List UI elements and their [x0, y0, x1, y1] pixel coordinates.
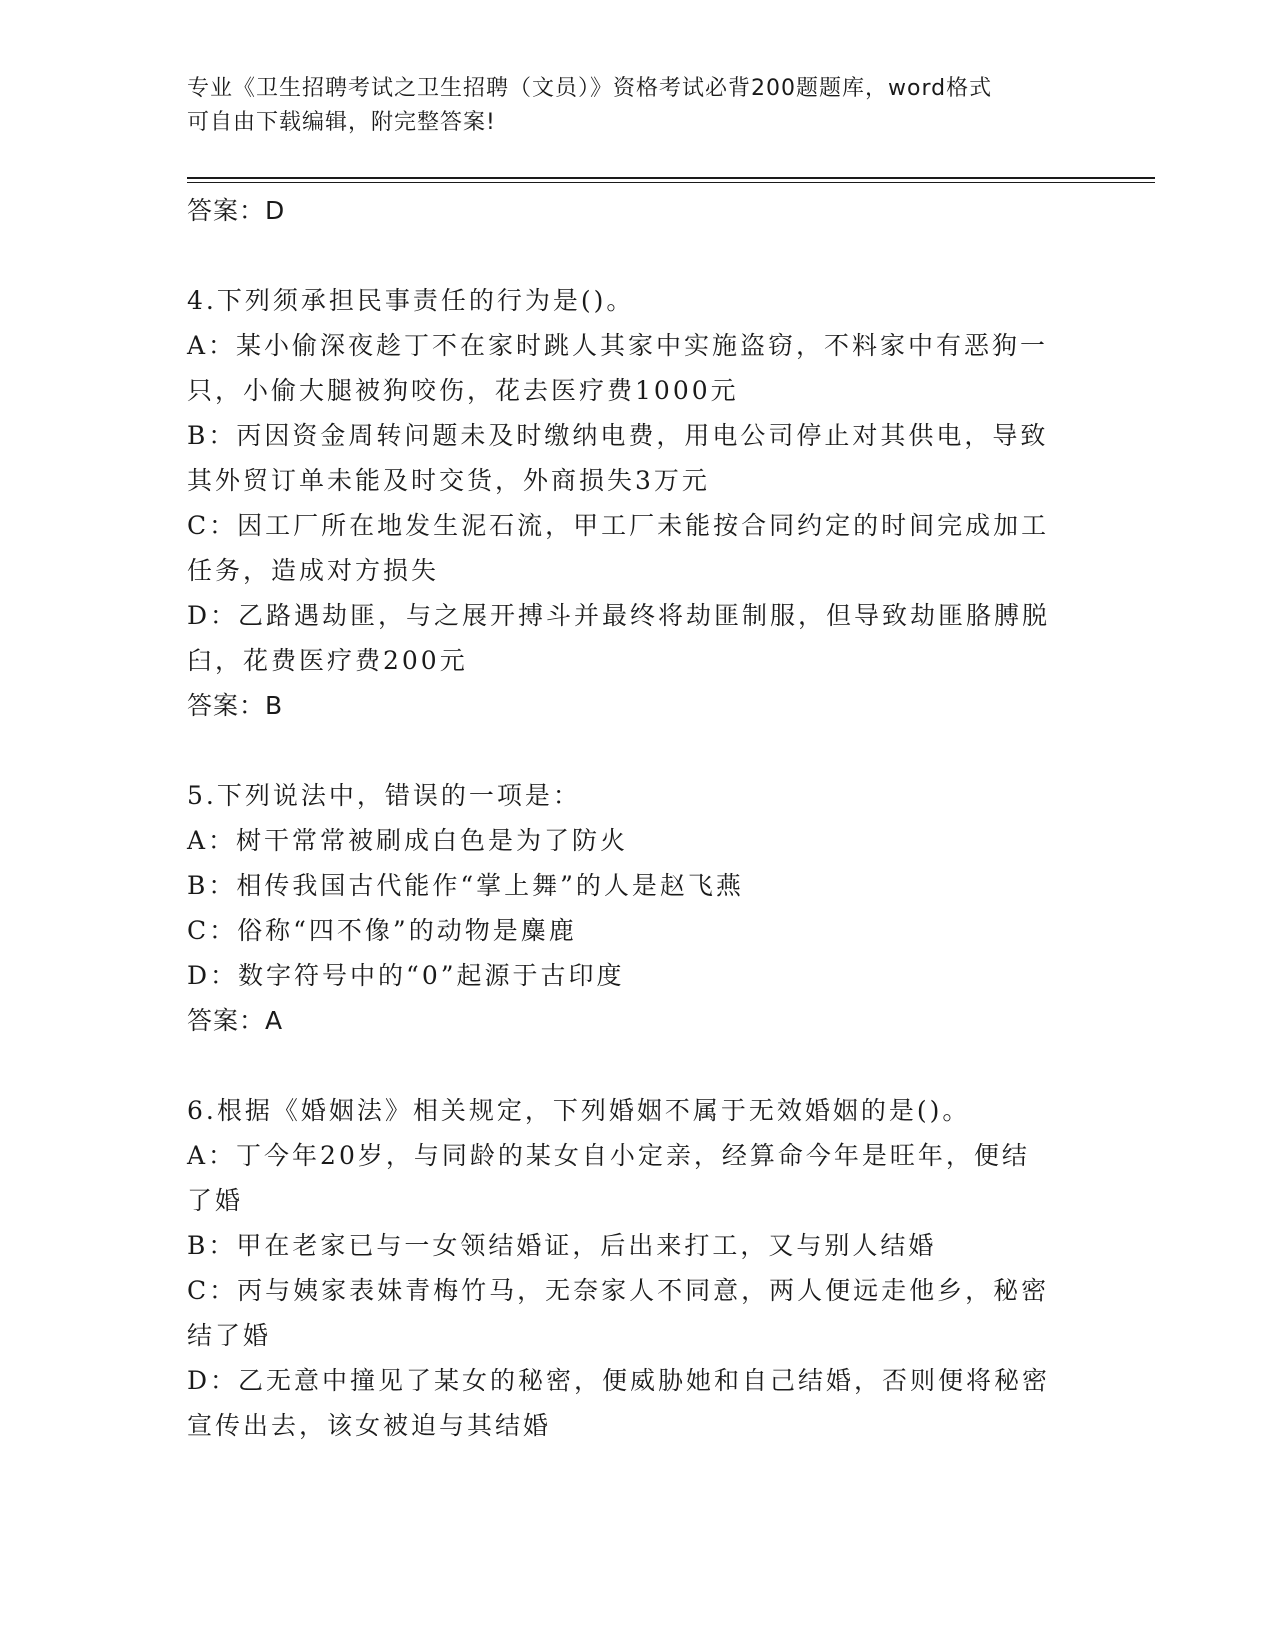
header-rule-thick	[187, 177, 1155, 179]
option-line: A：树干常常被刷成白色是为了防火	[187, 826, 629, 855]
option-line: 其外贸订单未能及时交货，外商损失3万元	[187, 466, 710, 495]
option-line: 只，小偷大腿被狗咬伤，花去医疗费1000元	[187, 376, 739, 405]
question-block-5	[187, 773, 1087, 1043]
option-line: 结了婚	[187, 1321, 272, 1350]
option-line: B：甲在老家已与一女领结婚证，后出来打工，又与别人结婚	[187, 1231, 937, 1260]
question-answer: 答案：B	[187, 691, 284, 720]
option-line: 宣传出去，该女被迫与其结婚	[187, 1411, 552, 1440]
option-line: D：数字符号中的“0”起源于古印度	[187, 961, 625, 990]
option-line: D：乙无意中撞见了某女的秘密，便威胁她和自己结婚，否则便将秘密	[187, 1366, 1051, 1395]
question-block-6	[187, 1088, 1087, 1448]
header-title-line-2: 可自由下载编辑，附完整答案!	[187, 110, 496, 135]
option-line: A：某小偷深夜趁丁不在家时跳人其家中实施盗窃，不料家中有恶狗一	[187, 331, 1049, 360]
question-block-4	[187, 278, 1087, 728]
spacer	[187, 233, 1087, 278]
question-stem: 6.根据《婚姻法》相关规定，下列婚姻不属于无效婚姻的是()。	[187, 1096, 971, 1125]
page-header	[187, 72, 1067, 140]
question-answer: 答案：A	[187, 1006, 284, 1035]
option-line: 任务，造成对方损失	[187, 556, 440, 585]
spacer	[187, 1043, 1087, 1088]
option-line: C：丙与姨家表妹青梅竹马，无奈家人不同意，两人便远走他乡，秘密	[187, 1276, 1050, 1305]
option-line: A：丁今年20岁，与同龄的某女自小定亲，经算命今年是旺年，便结	[187, 1141, 1030, 1170]
option-line: C：因工厂所在地发生泥石流，甲工厂未能按合同约定的时间完成加工	[187, 511, 1050, 540]
option-line: D：乙路遇劫匪，与之展开搏斗并最终将劫匪制服，但导致劫匪胳膊脱	[187, 601, 1051, 630]
option-line: B：丙因资金周转问题未及时缴纳电费，用电公司停止对其供电，导致	[187, 421, 1049, 450]
spacer	[187, 728, 1087, 773]
option-line: C：俗称“四不像”的动物是麋鹿	[187, 916, 577, 945]
question-list	[187, 188, 1087, 1448]
question-stem: 4.下列须承担民事责任的行为是()。	[187, 286, 635, 315]
question-stem: 5.下列说法中，错误的一项是：	[187, 781, 581, 810]
header-rule-thin	[187, 182, 1155, 183]
option-line: 了婚	[187, 1186, 244, 1215]
option-line: 臼，花费医疗费200元	[187, 646, 468, 675]
option-line: B：相传我国古代能作“掌上舞”的人是赵飞燕	[187, 871, 744, 900]
header-title-line-1: 专业《卫生招聘考试之卫生招聘（文员）》资格考试必背200题题库，word格式	[187, 76, 993, 101]
previous-answer: 答案：D	[187, 196, 286, 225]
